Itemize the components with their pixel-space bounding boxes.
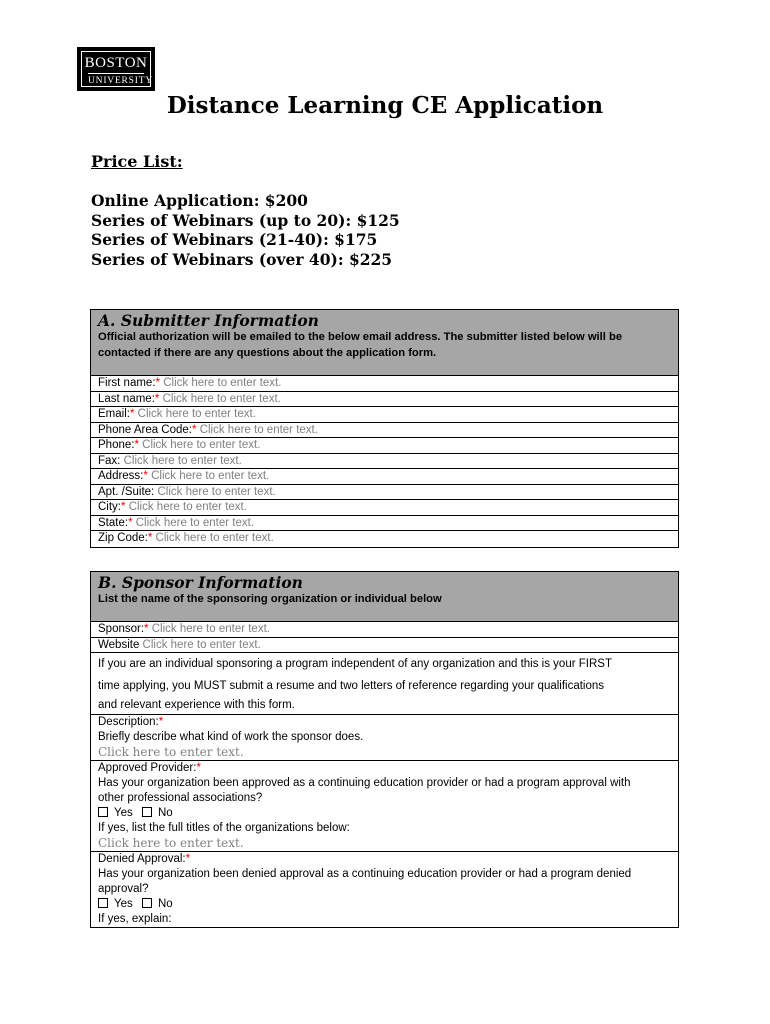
phone-field[interactable]: Phone:* Click here to enter text. <box>91 438 678 454</box>
email-field[interactable]: Email:* Click here to enter text. <box>91 407 678 423</box>
price-list-heading: Price List: <box>91 152 183 171</box>
price-item: Series of Webinars (over 40): $225 <box>91 249 393 269</box>
section-b-header <box>91 572 678 622</box>
price-item: Online Application: $200 <box>91 191 308 210</box>
logo-line-1: BOSTON <box>84 55 148 71</box>
sponsor-information-section <box>90 571 679 928</box>
section-a-title: A. Submitter Information <box>98 311 319 330</box>
denied-approval-block: Denied Approval:* Has your organization been denied approval as a continuing education provider or had a program denied approval? Yes No If yes, explain: <box>91 852 678 927</box>
first-name-field[interactable]: First name:* Click here to enter text. <box>91 376 678 392</box>
submitter-information-section <box>90 309 679 548</box>
price-list <box>91 191 400 269</box>
sponsor-field[interactable]: Sponsor:* Click here to enter text. <box>91 622 678 638</box>
description-input[interactable]: Click here to enter text. <box>98 745 244 759</box>
price-item: Series of Webinars (21-40): $175 <box>91 230 378 249</box>
state-field[interactable]: State:* Click here to enter text. <box>91 516 678 532</box>
price-item: Series of Webinars (up to 20): $125 <box>91 210 400 230</box>
last-name-field[interactable]: Last name:* Click here to enter text. <box>91 392 678 408</box>
denied-explain-label: If yes, explain: <box>98 913 172 925</box>
approved-no-checkbox[interactable] <box>142 807 152 817</box>
denied-no-checkbox[interactable] <box>142 898 152 908</box>
individual-sponsor-note: If you are an individual sponsoring a program independent of any organization and this is your FIRST time applying, you MUST submit a resume and two letters of reference regarding your qualifications and relevant experience with this form. <box>91 653 678 715</box>
section-b-subtitle: List the name of the sponsoring organization or individual below <box>98 593 442 605</box>
website-field[interactable]: Website Click here to enter text. <box>91 638 678 654</box>
denied-yes-checkbox[interactable] <box>98 898 108 908</box>
address-field[interactable]: Address:* Click here to enter text. <box>91 469 678 485</box>
section-a-subtitle: Official authorization will be emailed to the below email address. The submitter listed below will be contacted if there are any questions about the application form. <box>98 331 623 359</box>
description-help: Briefly describe what kind of work the sponsor does. <box>98 731 364 743</box>
section-b-title: B. Sponsor Information <box>98 573 303 592</box>
city-field[interactable]: City:* Click here to enter text. <box>91 500 678 516</box>
boston-university-logo <box>77 47 155 91</box>
page-title: Distance Learning CE Application <box>166 92 604 119</box>
approved-provider-block: Approved Provider:* Has your organization been approved as a continuing education provider or had a program approval with other professional associations? Yes No If yes, list the full titles of the organizations below: Click here to enter text. <box>91 761 678 852</box>
approved-question: Has your organization been approved as a continuing education provider or had a program approval with other professional associations? <box>98 777 631 804</box>
fax-field[interactable]: Fax: Click here to enter text. <box>91 454 678 470</box>
logo-line-2: UNIVERSITY <box>88 73 144 86</box>
apt-suite-field[interactable]: Apt. /Suite: Click here to enter text. <box>91 485 678 501</box>
denied-question: Has your organization been denied approval as a continuing education provider or had a program denied approval? <box>98 868 632 895</box>
approved-yes-checkbox[interactable] <box>98 807 108 817</box>
zip-code-field[interactable]: Zip Code:* Click here to enter text. <box>98 532 274 544</box>
approved-organizations-input[interactable]: Click here to enter text. <box>98 836 244 850</box>
section-a-header <box>91 310 678 376</box>
description-block: Description:* Briefly describe what kind of work the sponsor does. Click here to enter text. <box>91 715 678 761</box>
phone-area-code-field[interactable]: Phone Area Code:* Click here to enter text. <box>91 423 678 439</box>
